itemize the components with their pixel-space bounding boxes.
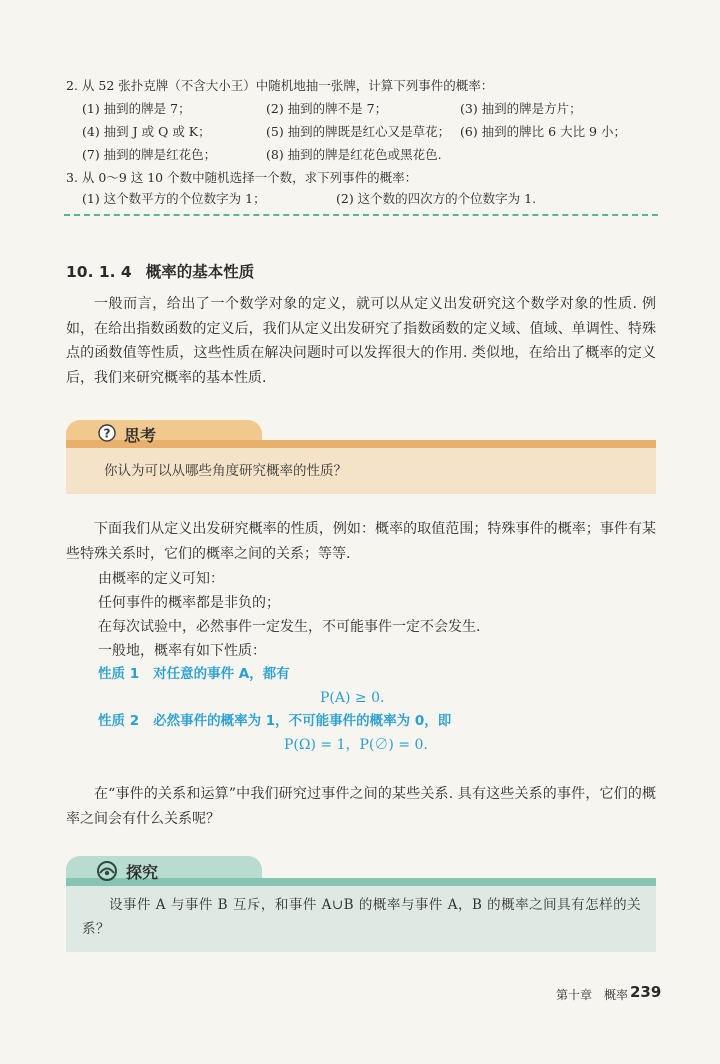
property-1-label: 性质 1	[98, 666, 140, 682]
definition-line: 任何事件的概率都是非负的；	[98, 595, 280, 611]
section-heading	[66, 260, 254, 282]
footer-chapter: 第十章 概率	[556, 988, 629, 1002]
property-1-text: 对任意的事件 A，都有	[153, 666, 290, 682]
property-2-formula: P(Ω) = 1，P(∅) = 0.	[284, 737, 428, 753]
section-title: 概率的基本性质	[145, 263, 255, 281]
exercise-2-item: (8) 抽到的牌是红花色或黑花色.	[266, 147, 442, 162]
question-icon	[98, 424, 116, 442]
property-1	[98, 664, 290, 684]
page-number: 239	[630, 983, 662, 1001]
explore-icon	[96, 861, 118, 881]
exercise-3-item: (2) 这个数的四次方的个位数字为 1.	[336, 191, 537, 206]
exercise-2-item: (5) 抽到的牌既是红心又是草花；	[266, 124, 451, 139]
exercise-divider	[64, 214, 658, 216]
relation-text: 在“事件的关系和运算”中我们研究过事件之间的某些关系. 具有这些关系的事件，它们的概率之间会有什么关系呢？	[66, 786, 656, 827]
exercise-3-stem: 3. 从 0～9 这 10 个数中随机选择一个数，求下列事件的概率：	[66, 170, 418, 185]
exercise-3-item: (1) 这个数平方的个位数字为 1；	[82, 191, 266, 206]
explore-box-text: 设事件 A 与事件 B 互斥，和事件 A∪B 的概率与事件 A，B 的概率之间具有怎样的关系？	[82, 897, 642, 937]
section-number: 10. 1. 4	[66, 263, 132, 281]
definition-line: 由概率的定义可知：	[98, 571, 224, 587]
exercise-2-item: (1) 抽到的牌是 7；	[82, 101, 191, 116]
relation-paragraph	[66, 782, 656, 831]
think-box-title: 思考	[124, 426, 157, 445]
svg-text:?: ?	[103, 426, 111, 441]
property-2	[98, 711, 451, 731]
exercise-2-item: (4) 抽到 J 或 Q 或 K；	[82, 124, 211, 139]
property-2-label: 性质 2	[98, 713, 140, 729]
explore-box-title: 探究	[126, 863, 159, 882]
intro-paragraph	[66, 292, 656, 390]
exercise-2-item: (7) 抽到的牌是红花色；	[82, 147, 217, 162]
definition-line: 一般地，概率有如下性质：	[98, 643, 266, 659]
exercise-2-item: (3) 抽到的牌是方片；	[460, 101, 582, 116]
study-text: 下面我们从定义出发研究概率的性质，例如：概率的取值范围；特殊事件的概率；事件有某些特殊关系时，它们的概率之间的关系；等等.	[66, 521, 656, 562]
think-box-text: 你认为可以从哪些角度研究概率的性质？	[104, 463, 347, 479]
exercise-2-item: (6) 抽到的牌比 6 大比 9 小；	[460, 124, 626, 139]
property-2-text: 必然事件的概率为 1，不可能事件的概率为 0，即	[153, 713, 452, 729]
exercise-2-stem: 2. 从 52 张扑克牌（不含大小王）中随机地抽一张牌，计算下列事件的概率：	[66, 78, 494, 93]
definition-line: 在每次试验中，必然事件一定发生，不可能事件一定不会发生.	[98, 619, 481, 635]
study-paragraph	[66, 517, 656, 566]
property-1-formula: P(A) ≥ 0.	[320, 690, 385, 706]
intro-text: 一般而言，给出了一个数学对象的定义，就可以从定义出发研究这个数学对象的性质. 例如，在给出指数函数的定义后，我们从定义出发研究了指数函数的定义域、值域、单调性、特殊点的函数值等性质，这些性质在解决问题时可以发挥很大的作用. 类似地，在给出了概率的定义后，我们来研究概率的基本性质.	[66, 296, 656, 386]
exercise-2-item: (2) 抽到的牌不是 7；	[266, 101, 388, 116]
